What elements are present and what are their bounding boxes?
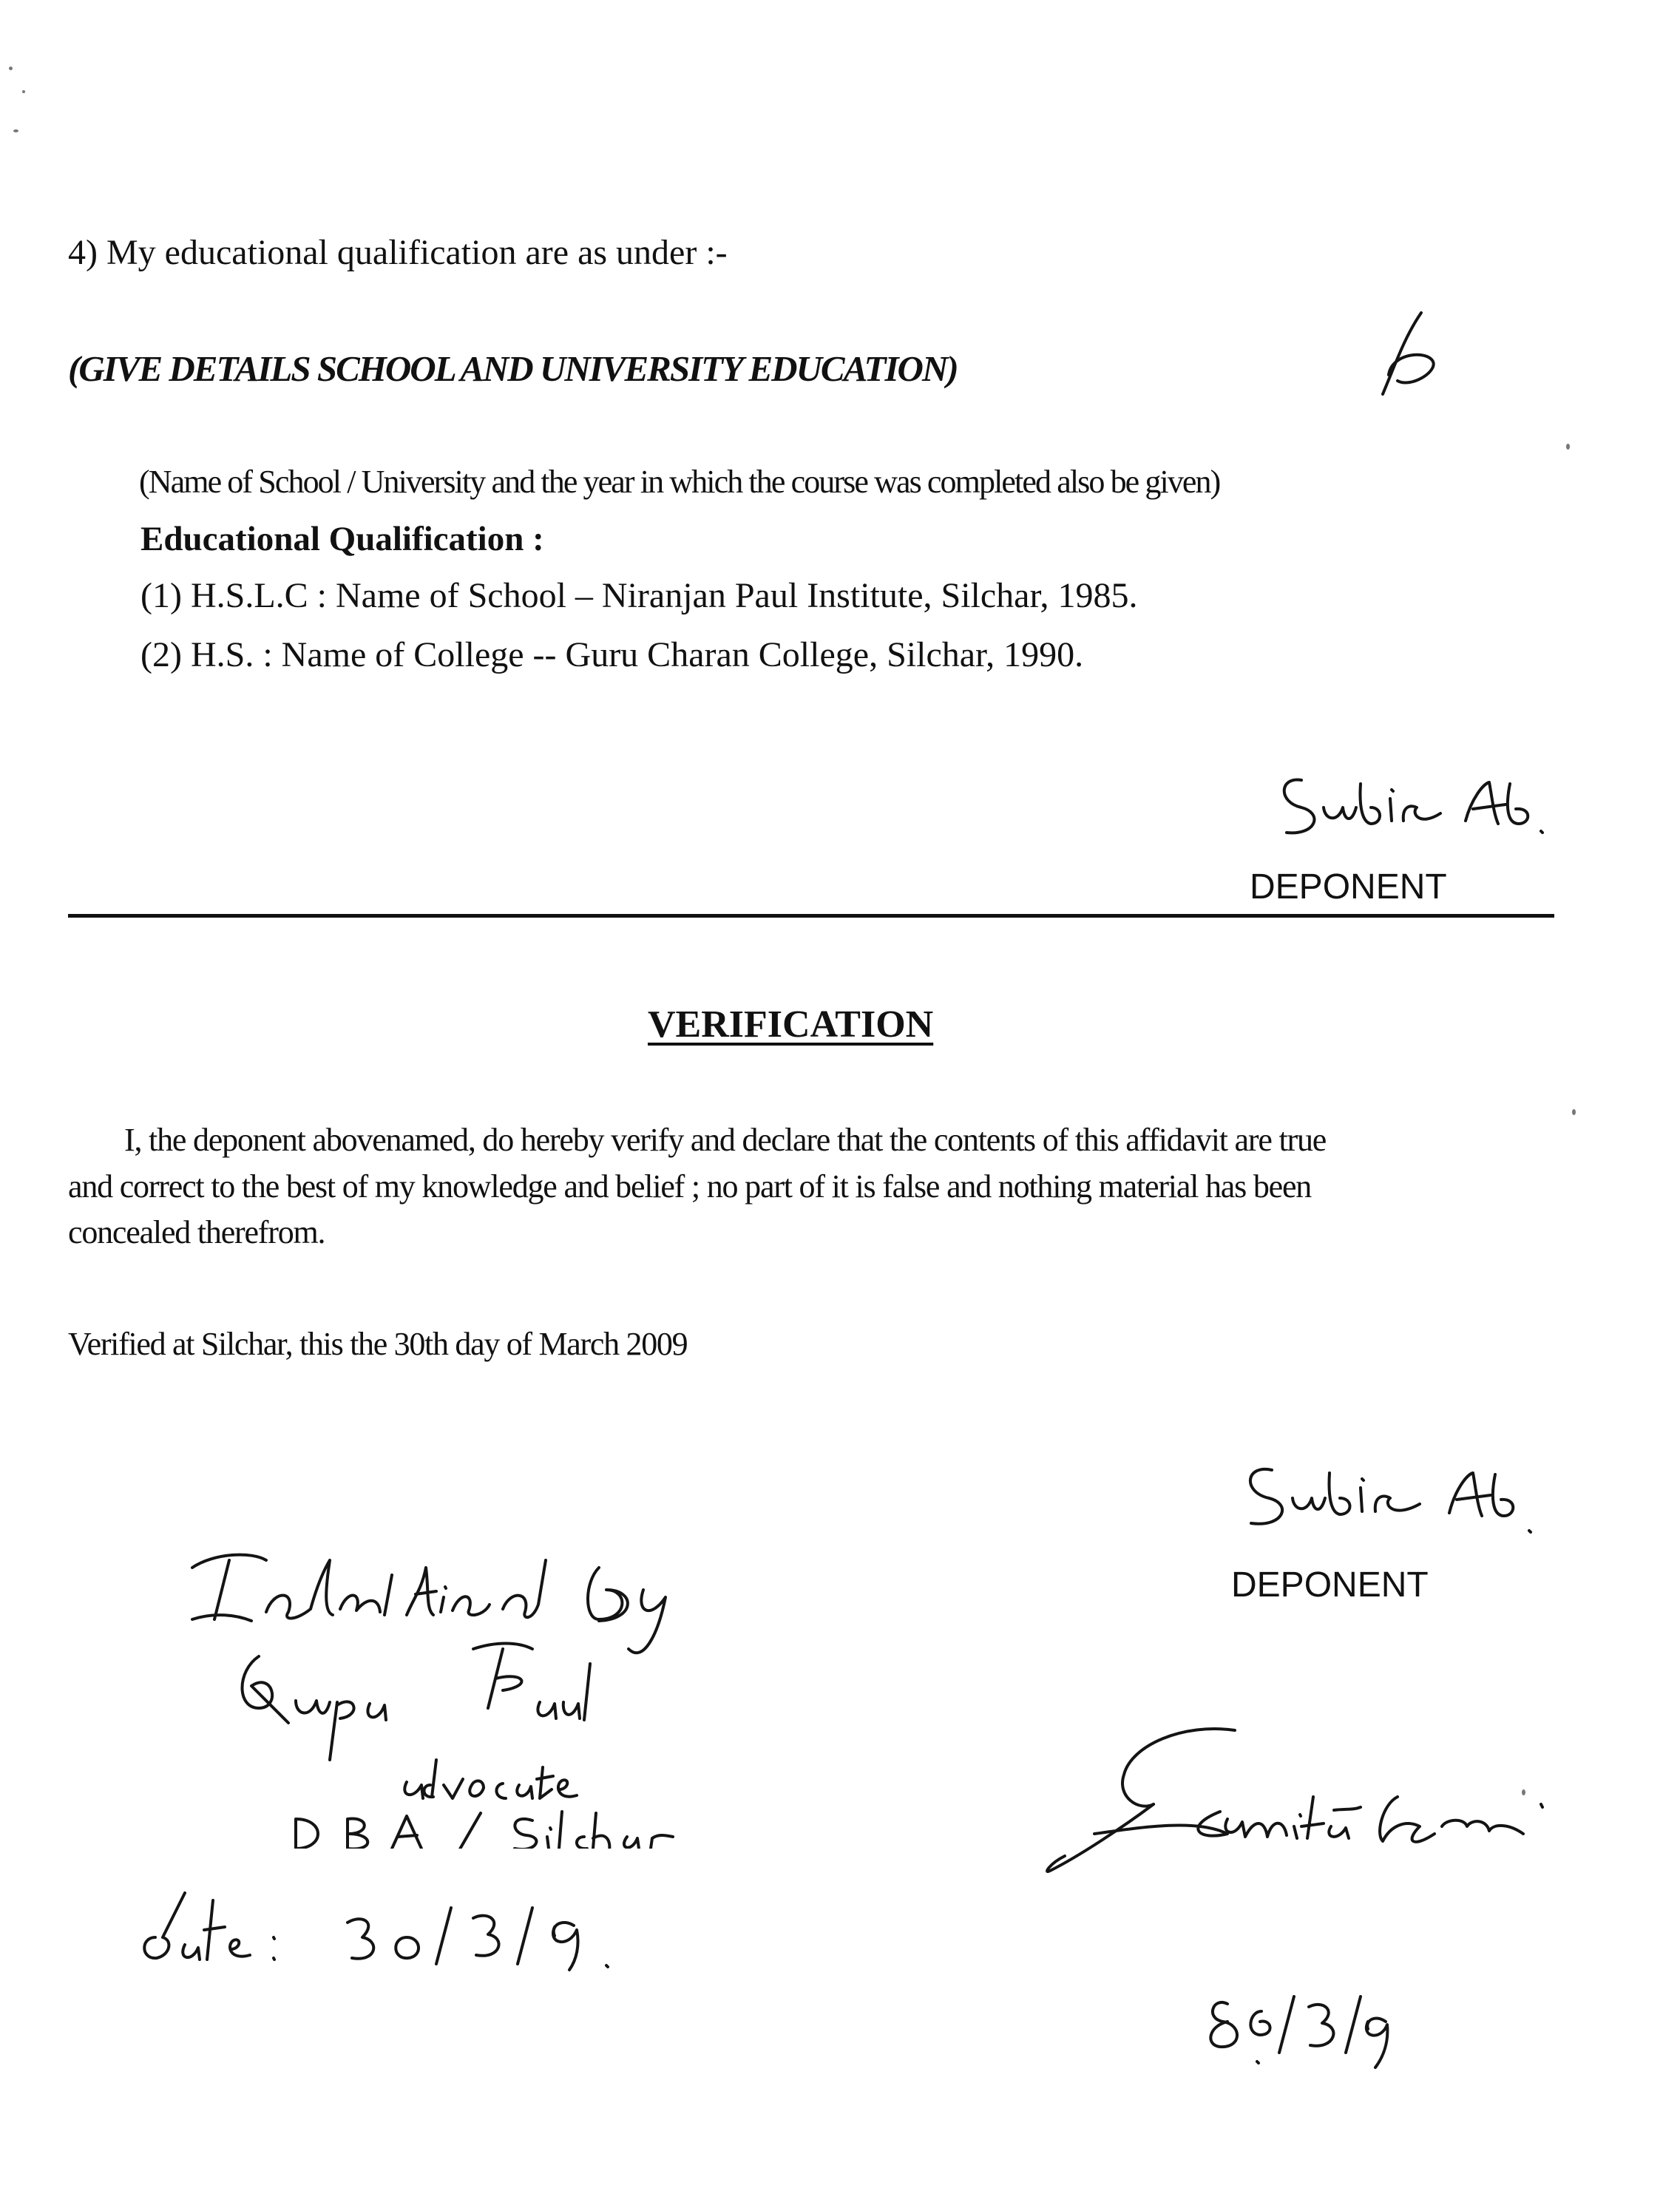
separator-line [68,914,1554,918]
scan-speck [22,90,25,93]
officer-signature [1035,1715,1553,1886]
deponent-label-top: DEPONENT [1250,867,1447,907]
note-text: (Name of School / University and the year in which the course was completed also be given) [139,464,1220,500]
scan-speck [1566,444,1570,450]
scan-speck [13,129,18,132]
section-heading: 4) My educational qualification are as under :- [68,233,728,272]
identified-by-note [185,1538,747,1849]
qualification-heading: Educational Qualification : [140,520,544,558]
deponent-label-bottom: DEPONENT [1231,1565,1429,1605]
deponent-signature-1 [1272,762,1553,850]
verification-line-3: concealed therefrom. [68,1214,325,1250]
initial-mark [1375,307,1457,403]
scan-speck [9,67,13,70]
verification-title: VERIFICATION [648,1003,934,1046]
scan-speck [1522,1789,1525,1795]
verification-line-1: I, the deponent abovenamed, do hereby verify and declare that the contents of this affidavit are true [124,1122,1327,1158]
instruction-heading: (GIVE DETAILS SCHOOL AND UNIVERSITY EDUCATION) [68,348,958,389]
qualification-item-1: (1) H.S.L.C : Name of School – Niranjan Paul Institute, Silchar, 1985. [140,576,1138,615]
date-note [133,1878,636,1982]
verification-line-2: and correct to the best of my knowledge and belief ; no part of it is false and nothing material has been [68,1168,1312,1205]
deponent-signature-2 [1235,1449,1545,1545]
officer-date [1198,1982,1390,2070]
scan-speck [1572,1109,1576,1115]
verification-place-date: Verified at Silchar, this the 30th day of March 2009 [68,1326,688,1362]
qualification-item-2: (2) H.S. : Name of College -- Guru Charan College, Silchar, 1990. [140,635,1084,674]
